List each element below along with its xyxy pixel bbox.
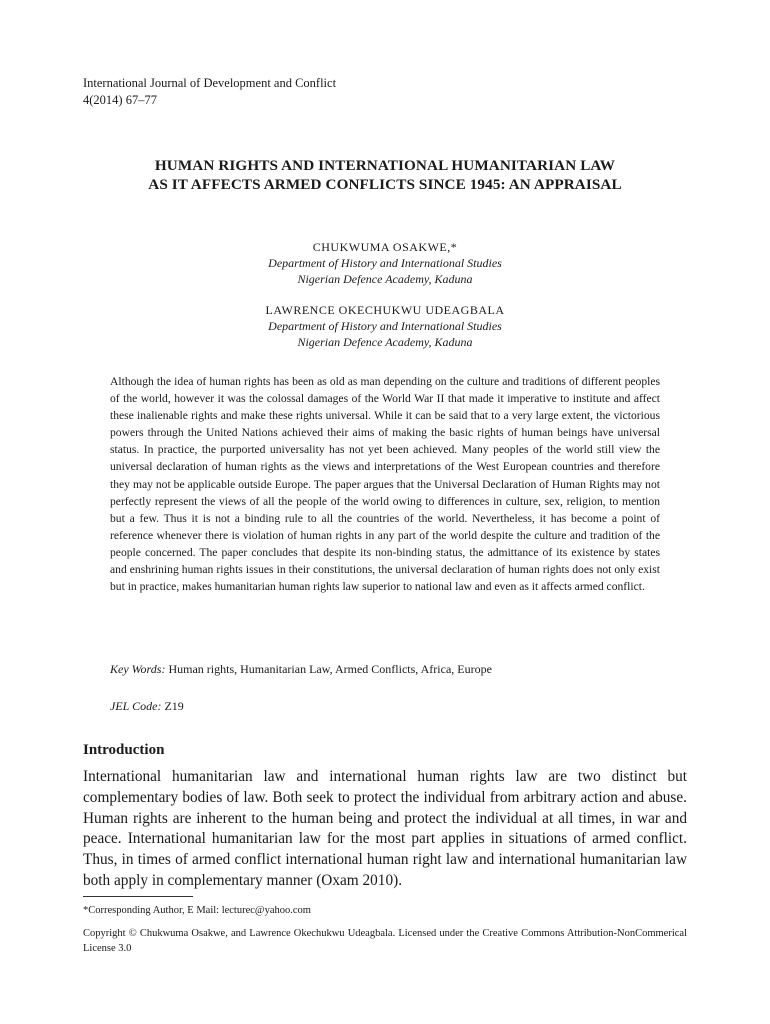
footnote-divider bbox=[83, 896, 193, 897]
author-department: Department of History and International Studies bbox=[268, 319, 502, 333]
author-list bbox=[0, 239, 770, 365]
title-line-2: AS IT AFFECTS ARMED CONFLICTS SINCE 1945: AN APPRAISAL bbox=[148, 176, 622, 193]
introduction-paragraph: International humanitarian law and international human rights law are two distinct but complementary bodies of law. Both seek to protect the individual from arbitrary action and abuse. Human rights are inherent to the human being and protect the individual at all times, in war and peace. International humanitarian law for the most part applies in situations of armed conflict. Thus, in times of armed conflict international human right law and international humanitarian law both apply in complementary manner (Oxam 2010). bbox=[83, 768, 687, 889]
author-department: Department of History and International Studies bbox=[268, 256, 502, 270]
journal-header bbox=[83, 75, 336, 109]
author-institution: Nigerian Defence Academy, Kaduna bbox=[297, 272, 473, 286]
author-block-2 bbox=[0, 302, 770, 350]
abstract: Although the idea of human rights has been as old as man depending on the culture and traditions of different peoples of the world, however it was the colossal damages of the World War II that made it imperative to institute and affect these inalienable rights and make these rights universal. While it can be said that to a very large extent, the victorious powers through the United Nations achieved their aims of making the basic rights of human beings have universal status. In practice, the purported universality has not yet been achieved. Many peoples of the world still view the universal declaration of human rights as the views and interpretations of the West European countries and therefore they may not be applicable outside Europe. The paper argues that the Universal Declaration of Human Rights may not perfectly represent the views of all the people of the world owing to differences in culture, sex, religion, to mention but a few. Thus it is not a binding rule to all the countries of the world. Nevertheless, it has become a point of reference whenever there is violation of human rights in any part of the world despite the culture and tradition of the people concerned. The paper concludes that despite its non-binding status, the admittance of its existence by states and enshrining human rights issues in their constitutions, the universal declaration of human rights does not only exist but in practice, makes humanitarian human rights law superior to national law and even as it affects armed conflict. bbox=[110, 375, 660, 594]
jel-value: Z19 bbox=[161, 699, 184, 713]
journal-name: International Journal of Development and Conflict bbox=[83, 76, 337, 90]
copyright-notice: Copyright © Chukwuma Osakwe, and Lawrence Okechukwu Udeagbala. Licensed under the Creative Commons Attribution-NonCommerical License 3.0 bbox=[83, 928, 687, 954]
jel-label: JEL Code: bbox=[110, 699, 162, 713]
author-name: LAWRENCE OKECHUKWU UDEAGBALA bbox=[265, 303, 505, 317]
journal-issue: 4(2014) 67–77 bbox=[83, 93, 157, 107]
keywords-value: Human rights, Humanitarian Law, Armed Conflicts, Africa, Europe bbox=[165, 662, 492, 676]
jel-code bbox=[110, 698, 184, 714]
author-institution: Nigerian Defence Academy, Kaduna bbox=[297, 335, 473, 349]
paper-title bbox=[60, 156, 710, 194]
title-line-1: HUMAN RIGHTS AND INTERNATIONAL HUMANITARIAN LAW bbox=[154, 157, 616, 174]
keywords bbox=[110, 661, 492, 677]
author-block-1 bbox=[0, 239, 770, 287]
section-heading-introduction: Introduction bbox=[83, 742, 165, 758]
author-name: CHUKWUMA OSAKWE,* bbox=[312, 240, 458, 254]
footnote: *Corresponding Author, E Mail: lecturec@yahoo.com bbox=[83, 905, 311, 916]
keywords-label: Key Words: bbox=[110, 662, 166, 676]
